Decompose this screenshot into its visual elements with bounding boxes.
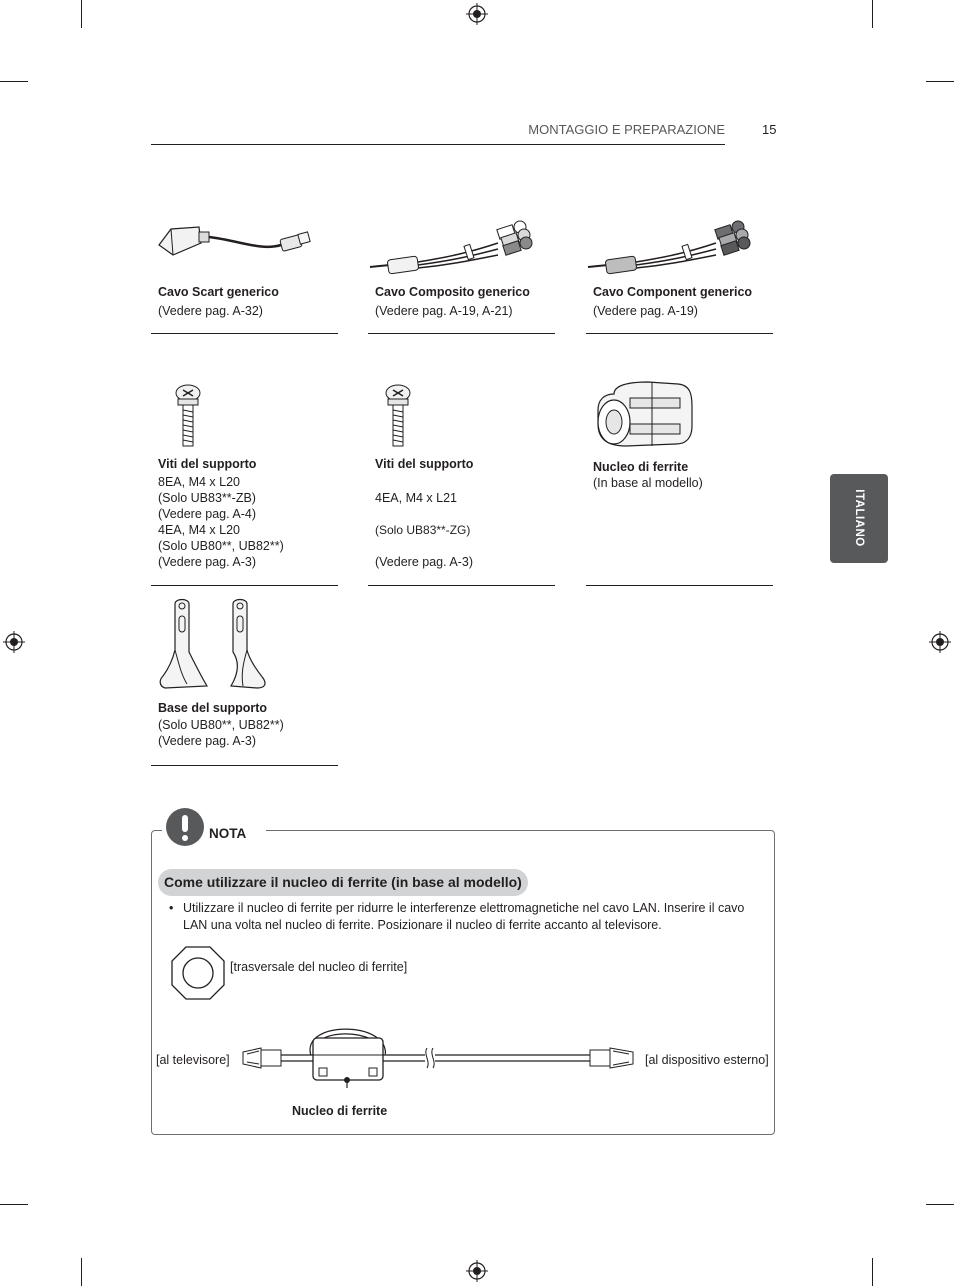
item-description: (Vedere pag. A-19) bbox=[593, 304, 698, 318]
ferrite-cross-section-icon bbox=[170, 945, 226, 1001]
crop-mark bbox=[81, 0, 82, 28]
item-description: (In base al modello) bbox=[593, 476, 703, 490]
item-stand-base bbox=[151, 594, 338, 769]
item-description: 8EA, M4 x L20 (Solo UB83**-ZB) (Vedere pag. A-4) 4EA, M4 x L20 (Solo UB80**, UB82**) (Vedere pag. A-3) bbox=[158, 475, 284, 569]
scart-cable-icon bbox=[151, 215, 338, 280]
item-divider bbox=[151, 585, 338, 586]
crop-mark bbox=[872, 0, 873, 28]
item-description: (Vedere pag. A-19, A-21) bbox=[375, 304, 513, 318]
bullet-icon: • bbox=[169, 901, 174, 915]
note-label: NOTA bbox=[209, 826, 247, 841]
item-title: Cavo Composito generico bbox=[375, 285, 530, 299]
item-ferrite-core bbox=[586, 376, 773, 589]
crop-mark bbox=[0, 81, 28, 82]
component-cable-icon bbox=[586, 215, 773, 280]
item-title: Cavo Scart generico bbox=[158, 285, 279, 299]
stand-base-icon bbox=[151, 594, 338, 694]
header-divider bbox=[151, 144, 725, 145]
cross-section-label: [trasversale del nucleo di ferrite] bbox=[230, 960, 408, 974]
item-title: Cavo Component generico bbox=[593, 285, 753, 299]
crop-mark bbox=[0, 1204, 28, 1205]
item-divider bbox=[151, 333, 338, 334]
to-tv-label: [al televisore] bbox=[156, 1053, 230, 1067]
registration-mark-icon bbox=[466, 3, 488, 25]
item-divider bbox=[368, 333, 555, 334]
item-title: Viti del supporto bbox=[375, 457, 474, 471]
lan-cable-diagram bbox=[235, 1018, 640, 1088]
crop-mark bbox=[872, 1258, 873, 1286]
note-bullet-text: Utilizzare il nucleo di ferrite per ridurre le interferenze elettromagnetiche nel cavo LAN. Inserire il cavo LAN una volta nel nucleo di ferrite. Posizionare il nucleo di ferrite accanto al televisore. bbox=[183, 901, 745, 932]
item-description-line: (Solo UB83**-ZG) bbox=[375, 523, 471, 537]
item-component-cable bbox=[586, 215, 773, 335]
item-description: (Vedere pag. A-32) bbox=[158, 304, 263, 318]
ferrite-core-icon bbox=[586, 376, 773, 456]
item-stand-screws-a bbox=[151, 384, 338, 589]
screw-icon bbox=[151, 384, 338, 450]
to-external-device-label: [al dispositivo esterno] bbox=[645, 1053, 769, 1067]
language-tab-label: ITALIANO bbox=[853, 489, 865, 547]
item-divider bbox=[368, 585, 555, 586]
item-description-line: (Vedere pag. A-3) bbox=[375, 555, 473, 569]
composite-cable-icon bbox=[368, 215, 555, 280]
page-number: 15 bbox=[762, 122, 777, 137]
crop-mark bbox=[926, 1204, 954, 1205]
item-title: Viti del supporto bbox=[158, 457, 257, 471]
section-title: MONTAGGIO E PREPARAZIONE bbox=[528, 122, 725, 137]
registration-mark-icon bbox=[929, 631, 951, 653]
screw-icon bbox=[368, 384, 555, 450]
ferrite-core-label: Nucleo di ferrite bbox=[292, 1104, 388, 1118]
item-composite-cable bbox=[368, 215, 555, 335]
crop-mark bbox=[81, 1258, 82, 1286]
item-scart-cable bbox=[151, 215, 338, 335]
note-header bbox=[162, 806, 266, 852]
item-description: (Solo UB80**, UB82**) (Vedere pag. A-3) bbox=[158, 718, 284, 748]
crop-mark bbox=[926, 81, 954, 82]
item-stand-screws-b bbox=[368, 384, 555, 589]
item-title: Base del supporto bbox=[158, 701, 268, 715]
registration-mark-icon bbox=[3, 631, 25, 653]
item-divider bbox=[151, 765, 338, 766]
note-heading: Come utilizzare il nucleo di ferrite (in base al modello) bbox=[158, 869, 528, 896]
item-divider bbox=[586, 585, 773, 586]
item-description bbox=[375, 474, 473, 586]
item-description-line: 4EA, M4 x L21 bbox=[375, 491, 457, 505]
item-title: Nucleo di ferrite bbox=[593, 460, 689, 474]
language-tab bbox=[830, 474, 888, 563]
item-divider bbox=[586, 333, 773, 334]
registration-mark-icon bbox=[466, 1260, 488, 1282]
warning-exclamation-icon bbox=[166, 808, 204, 846]
